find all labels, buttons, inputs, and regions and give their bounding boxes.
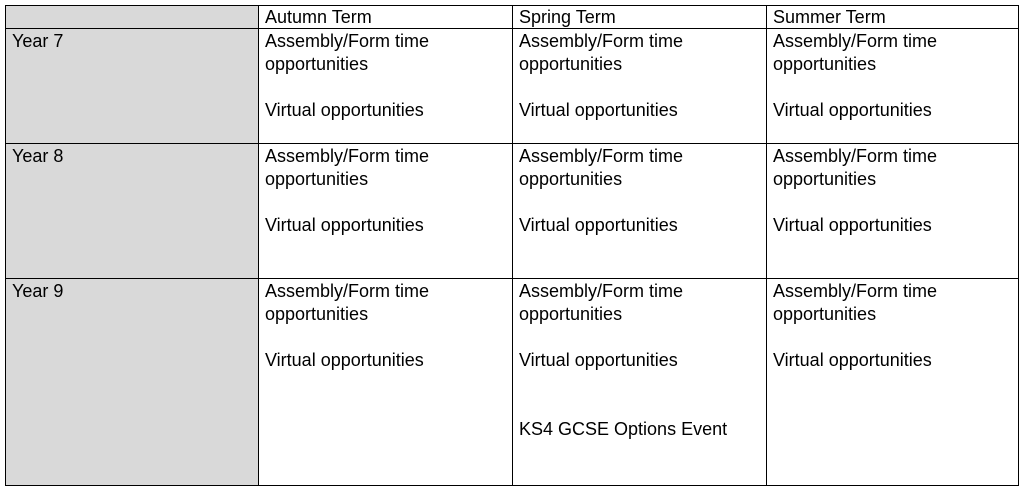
cell-item: Assembly/Form time opportunities	[773, 31, 938, 74]
cell-item: Virtual opportunities	[265, 100, 424, 120]
header-spring-term: Spring Term	[513, 6, 767, 29]
spring-cell	[513, 144, 767, 279]
cell-item: Virtual opportunities	[519, 100, 678, 120]
cell-item: Virtual opportunities	[519, 350, 678, 370]
header-autumn-term: Autumn Term	[259, 6, 513, 29]
cell-item: KS4 GCSE Options Event	[519, 419, 728, 439]
cell-item: Assembly/Form time opportunities	[265, 146, 430, 189]
spring-cell	[513, 279, 767, 486]
cell-item: Virtual opportunities	[265, 350, 424, 370]
header-row	[6, 6, 1019, 29]
spring-cell	[513, 29, 767, 144]
year-label: Year 9	[6, 279, 259, 486]
autumn-cell	[259, 279, 513, 486]
cell-item: Virtual opportunities	[773, 215, 932, 235]
cell-item: Assembly/Form time opportunities	[519, 31, 684, 74]
cell-item: Virtual opportunities	[519, 215, 678, 235]
cell-item: Assembly/Form time opportunities	[773, 281, 938, 324]
cell-item: Assembly/Form time opportunities	[519, 146, 684, 189]
year-label: Year 7	[6, 29, 259, 144]
cell-item: Virtual opportunities	[773, 100, 932, 120]
opportunities-table	[5, 5, 1019, 486]
cell-item: Assembly/Form time opportunities	[773, 146, 938, 189]
summer-cell	[767, 144, 1019, 279]
header-corner-cell	[6, 6, 259, 29]
summer-cell	[767, 29, 1019, 144]
table-row-year-8	[6, 144, 1019, 279]
autumn-cell	[259, 29, 513, 144]
cell-item: Assembly/Form time opportunities	[519, 281, 684, 324]
cell-item: Assembly/Form time opportunities	[265, 31, 430, 74]
cell-item: Assembly/Form time opportunities	[265, 281, 430, 324]
cell-item: Virtual opportunities	[265, 215, 424, 235]
table-row-year-7	[6, 29, 1019, 144]
autumn-cell	[259, 144, 513, 279]
header-summer-term: Summer Term	[767, 6, 1019, 29]
table-row-year-9	[6, 279, 1019, 486]
year-label: Year 8	[6, 144, 259, 279]
summer-cell	[767, 279, 1019, 486]
cell-item: Virtual opportunities	[773, 350, 932, 370]
